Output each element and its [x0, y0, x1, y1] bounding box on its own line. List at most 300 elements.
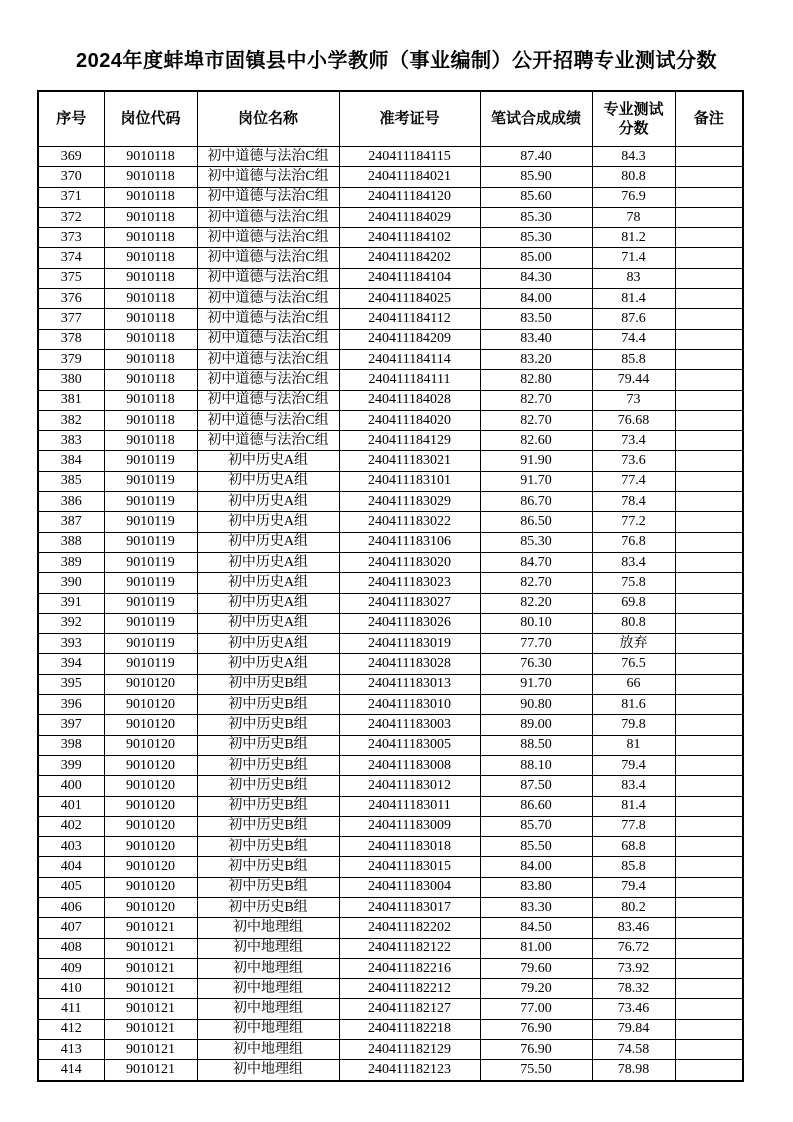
- table-cell: [675, 492, 743, 512]
- table-cell: [675, 755, 743, 775]
- header-position-code: 岗位代码: [104, 91, 197, 147]
- table-cell: 240411183028: [339, 654, 480, 674]
- table-cell: 9010120: [104, 816, 197, 836]
- table-cell: 9010120: [104, 837, 197, 857]
- table-row: [38, 167, 743, 187]
- table-cell: 87.50: [480, 776, 592, 796]
- table-cell: 393: [38, 634, 104, 654]
- table-cell: 240411184025: [339, 289, 480, 309]
- table-cell: [675, 410, 743, 430]
- table-cell: 9010120: [104, 877, 197, 897]
- table-cell: 9010121: [104, 918, 197, 938]
- table-cell: 385: [38, 471, 104, 491]
- table-row: [38, 816, 743, 836]
- table-row: [38, 512, 743, 532]
- table-cell: 81.2: [592, 228, 675, 248]
- table-cell: 76.68: [592, 410, 675, 430]
- table-row: [38, 918, 743, 938]
- table-cell: [675, 634, 743, 654]
- table-cell: 9010121: [104, 958, 197, 978]
- table-cell: 9010121: [104, 999, 197, 1019]
- table-cell: 83.4: [592, 776, 675, 796]
- table-cell: 初中道德与法治C组: [197, 349, 339, 369]
- table-row: [38, 837, 743, 857]
- table-cell: [675, 329, 743, 349]
- table-cell: 397: [38, 715, 104, 735]
- header-exam-ticket-number: 准考证号: [339, 91, 480, 147]
- table-cell: 9010119: [104, 634, 197, 654]
- table-cell: 84.30: [480, 268, 592, 288]
- table-cell: 240411183009: [339, 816, 480, 836]
- table-cell: 78.98: [592, 1060, 675, 1081]
- table-cell: 389: [38, 552, 104, 572]
- table-cell: 9010120: [104, 674, 197, 694]
- table-cell: 395: [38, 674, 104, 694]
- table-cell: 9010120: [104, 695, 197, 715]
- table-cell: 初中地理组: [197, 1040, 339, 1060]
- table-cell: 78.4: [592, 492, 675, 512]
- table-cell: 240411184111: [339, 370, 480, 390]
- table-cell: 83.80: [480, 877, 592, 897]
- table-cell: 379: [38, 349, 104, 369]
- table-cell: [675, 715, 743, 735]
- table-cell: 9010120: [104, 715, 197, 735]
- table-cell: [675, 573, 743, 593]
- table-cell: 240411183013: [339, 674, 480, 694]
- table-cell: 91.70: [480, 674, 592, 694]
- table-cell: 放弃: [592, 634, 675, 654]
- table-cell: 初中历史B组: [197, 877, 339, 897]
- table-cell: 83.20: [480, 349, 592, 369]
- table-cell: 82.20: [480, 593, 592, 613]
- table-cell: 9010120: [104, 897, 197, 917]
- table-cell: 71.4: [592, 248, 675, 268]
- table-cell: 79.20: [480, 979, 592, 999]
- table-cell: 87.6: [592, 309, 675, 329]
- table-row: [38, 735, 743, 755]
- header-row: [38, 91, 743, 147]
- table-cell: 85.50: [480, 837, 592, 857]
- table-cell: 79.84: [592, 1019, 675, 1039]
- table-cell: 78.32: [592, 979, 675, 999]
- table-cell: [675, 552, 743, 572]
- table-cell: 394: [38, 654, 104, 674]
- table-cell: 84.00: [480, 857, 592, 877]
- table-cell: 86.50: [480, 512, 592, 532]
- table-row: [38, 695, 743, 715]
- table-cell: 84.70: [480, 552, 592, 572]
- table-cell: 9010118: [104, 167, 197, 187]
- table-cell: 9010120: [104, 776, 197, 796]
- table-cell: [675, 248, 743, 268]
- table-row: [38, 370, 743, 390]
- table-cell: 80.8: [592, 167, 675, 187]
- table-cell: 68.8: [592, 837, 675, 857]
- table-cell: 382: [38, 410, 104, 430]
- table-cell: 377: [38, 309, 104, 329]
- table-cell: [675, 816, 743, 836]
- table-cell: 91.90: [480, 451, 592, 471]
- table-cell: 401: [38, 796, 104, 816]
- table-cell: 初中地理组: [197, 918, 339, 938]
- table-cell: 240411184112: [339, 309, 480, 329]
- table-cell: 240411184209: [339, 329, 480, 349]
- table-cell: 初中道德与法治C组: [197, 207, 339, 227]
- table-cell: 240411182123: [339, 1060, 480, 1081]
- table-row: [38, 857, 743, 877]
- table-cell: 76.90: [480, 1019, 592, 1039]
- table-cell: 84.3: [592, 147, 675, 167]
- table-cell: 初中历史B组: [197, 674, 339, 694]
- table-cell: 240411184115: [339, 147, 480, 167]
- table-cell: 初中历史B组: [197, 715, 339, 735]
- table-cell: 381: [38, 390, 104, 410]
- table-cell: 240411183027: [339, 593, 480, 613]
- table-cell: 240411184102: [339, 228, 480, 248]
- table-cell: 初中历史B组: [197, 735, 339, 755]
- header-remarks: 备注: [675, 91, 743, 147]
- table-cell: 9010119: [104, 593, 197, 613]
- table-cell: 372: [38, 207, 104, 227]
- table-cell: 412: [38, 1019, 104, 1039]
- table-cell: 9010118: [104, 207, 197, 227]
- table-cell: 66: [592, 674, 675, 694]
- table-cell: 370: [38, 167, 104, 187]
- table-cell: 9010121: [104, 1060, 197, 1081]
- table-cell: 240411183106: [339, 532, 480, 552]
- table-cell: 89.00: [480, 715, 592, 735]
- table-cell: [675, 1019, 743, 1039]
- table-cell: 240411182127: [339, 999, 480, 1019]
- table-cell: [675, 695, 743, 715]
- table-cell: 240411182216: [339, 958, 480, 978]
- table-cell: [675, 289, 743, 309]
- table-cell: 初中道德与法治C组: [197, 410, 339, 430]
- table-cell: 409: [38, 958, 104, 978]
- table-cell: 初中历史B组: [197, 695, 339, 715]
- table-cell: 初中地理组: [197, 999, 339, 1019]
- table-cell: 初中历史A组: [197, 552, 339, 572]
- table-cell: 400: [38, 776, 104, 796]
- table-row: [38, 552, 743, 572]
- table-cell: 240411183026: [339, 613, 480, 633]
- table-cell: 240411183015: [339, 857, 480, 877]
- table-cell: [675, 735, 743, 755]
- table-cell: [675, 613, 743, 633]
- table-cell: 9010118: [104, 410, 197, 430]
- table-cell: 76.30: [480, 654, 592, 674]
- table-cell: 240411184028: [339, 390, 480, 410]
- table-cell: 386: [38, 492, 104, 512]
- score-table: [37, 90, 744, 1082]
- table-cell: 初中地理组: [197, 1060, 339, 1081]
- table-cell: 初中历史A组: [197, 634, 339, 654]
- table-cell: 初中历史A组: [197, 593, 339, 613]
- table-cell: [675, 370, 743, 390]
- table-cell: 240411183010: [339, 695, 480, 715]
- table-cell: 初中道德与法治C组: [197, 268, 339, 288]
- table-cell: 78: [592, 207, 675, 227]
- table-cell: 402: [38, 816, 104, 836]
- table-row: [38, 1040, 743, 1060]
- table-cell: 406: [38, 897, 104, 917]
- table-cell: 9010121: [104, 938, 197, 958]
- table-cell: 初中历史A组: [197, 451, 339, 471]
- table-cell: 9010119: [104, 654, 197, 674]
- table-cell: 69.8: [592, 593, 675, 613]
- table-cell: 85.70: [480, 816, 592, 836]
- table-cell: 77.70: [480, 634, 592, 654]
- table-cell: [675, 532, 743, 552]
- table-cell: 初中地理组: [197, 979, 339, 999]
- table-cell: 9010120: [104, 755, 197, 775]
- table-cell: 399: [38, 755, 104, 775]
- table-cell: 9010118: [104, 268, 197, 288]
- table-cell: 初中道德与法治C组: [197, 370, 339, 390]
- table-row: [38, 532, 743, 552]
- table-cell: 9010118: [104, 289, 197, 309]
- table-cell: 85.30: [480, 207, 592, 227]
- table-cell: 9010121: [104, 979, 197, 999]
- table-cell: 378: [38, 329, 104, 349]
- table-cell: 91.70: [480, 471, 592, 491]
- table-row: [38, 593, 743, 613]
- table-cell: 240411184021: [339, 167, 480, 187]
- table-cell: 9010118: [104, 248, 197, 268]
- table-cell: 240411182218: [339, 1019, 480, 1039]
- table-cell: 404: [38, 857, 104, 877]
- table-cell: 83.4: [592, 552, 675, 572]
- table-cell: 9010119: [104, 471, 197, 491]
- table-cell: 9010119: [104, 552, 197, 572]
- table-cell: 75.50: [480, 1060, 592, 1081]
- header-written-composite-score: 笔试合成成绩: [480, 91, 592, 147]
- table-row: [38, 451, 743, 471]
- table-row: [38, 248, 743, 268]
- table-cell: 387: [38, 512, 104, 532]
- table-cell: 初中历史B组: [197, 776, 339, 796]
- table-cell: [675, 674, 743, 694]
- table-cell: [675, 512, 743, 532]
- table-cell: 240411184129: [339, 431, 480, 451]
- table-cell: 9010119: [104, 512, 197, 532]
- table-row: [38, 634, 743, 654]
- table-row: [38, 796, 743, 816]
- table-cell: 9010120: [104, 735, 197, 755]
- table-cell: 初中历史B组: [197, 796, 339, 816]
- table-cell: 初中道德与法治C组: [197, 309, 339, 329]
- table-cell: 411: [38, 999, 104, 1019]
- table-cell: [675, 187, 743, 207]
- table-row: [38, 573, 743, 593]
- table-cell: 9010119: [104, 492, 197, 512]
- table-cell: 85.30: [480, 228, 592, 248]
- table-cell: [675, 938, 743, 958]
- table-cell: 初中历史B组: [197, 837, 339, 857]
- table-row: [38, 877, 743, 897]
- table-cell: 82.70: [480, 410, 592, 430]
- table-cell: 9010118: [104, 309, 197, 329]
- table-cell: 396: [38, 695, 104, 715]
- table-cell: 87.40: [480, 147, 592, 167]
- table-cell: 240411183021: [339, 451, 480, 471]
- table-cell: [675, 593, 743, 613]
- table-cell: 初中道德与法治C组: [197, 167, 339, 187]
- header-position-name: 岗位名称: [197, 91, 339, 147]
- table-cell: 初中道德与法治C组: [197, 390, 339, 410]
- table-cell: [675, 268, 743, 288]
- table-cell: 240411184020: [339, 410, 480, 430]
- table-cell: 初中道德与法治C组: [197, 228, 339, 248]
- table-cell: [675, 837, 743, 857]
- table-cell: [675, 147, 743, 167]
- table-cell: 初中道德与法治C组: [197, 329, 339, 349]
- table-cell: 86.60: [480, 796, 592, 816]
- table-cell: 371: [38, 187, 104, 207]
- table-cell: 9010120: [104, 857, 197, 877]
- table-cell: 240411184114: [339, 349, 480, 369]
- table-cell: 9010118: [104, 390, 197, 410]
- table-row: [38, 938, 743, 958]
- table-cell: 85.00: [480, 248, 592, 268]
- table-cell: [675, 654, 743, 674]
- table-cell: 88.50: [480, 735, 592, 755]
- table-cell: 73: [592, 390, 675, 410]
- table-cell: [675, 999, 743, 1019]
- table-row: [38, 958, 743, 978]
- table-cell: 83: [592, 268, 675, 288]
- table-cell: 初中历史A组: [197, 471, 339, 491]
- table-cell: 初中历史B组: [197, 897, 339, 917]
- table-cell: [675, 958, 743, 978]
- table-cell: [675, 349, 743, 369]
- table-cell: 240411184104: [339, 268, 480, 288]
- table-cell: 373: [38, 228, 104, 248]
- table-cell: 85.30: [480, 532, 592, 552]
- table-cell: 81.6: [592, 695, 675, 715]
- table-cell: 240411183101: [339, 471, 480, 491]
- table-cell: 初中地理组: [197, 1019, 339, 1039]
- table-cell: 240411183005: [339, 735, 480, 755]
- table-cell: 403: [38, 837, 104, 857]
- table-cell: [675, 857, 743, 877]
- table-cell: 初中历史A组: [197, 512, 339, 532]
- table-row: [38, 390, 743, 410]
- table-cell: 240411183019: [339, 634, 480, 654]
- table-row: [38, 147, 743, 167]
- table-cell: 80.2: [592, 897, 675, 917]
- table-cell: 79.4: [592, 877, 675, 897]
- table-cell: 375: [38, 268, 104, 288]
- table-row: [38, 431, 743, 451]
- table-cell: 81.4: [592, 289, 675, 309]
- table-cell: [675, 390, 743, 410]
- table-cell: 240411183012: [339, 776, 480, 796]
- table-cell: 240411183003: [339, 715, 480, 735]
- table-cell: 76.8: [592, 532, 675, 552]
- table-row: [38, 268, 743, 288]
- table-cell: 81.00: [480, 938, 592, 958]
- table-cell: 73.4: [592, 431, 675, 451]
- table-cell: 374: [38, 248, 104, 268]
- table-cell: 77.00: [480, 999, 592, 1019]
- table-cell: 391: [38, 593, 104, 613]
- table-cell: [675, 167, 743, 187]
- table-cell: 9010120: [104, 796, 197, 816]
- table-cell: [675, 451, 743, 471]
- table-row: [38, 1060, 743, 1081]
- table-cell: 9010118: [104, 349, 197, 369]
- table-row: [38, 654, 743, 674]
- table-cell: 85.60: [480, 187, 592, 207]
- table-cell: 9010121: [104, 1019, 197, 1039]
- table-cell: [675, 1040, 743, 1060]
- table-cell: 80.8: [592, 613, 675, 633]
- table-cell: 76.72: [592, 938, 675, 958]
- table-cell: 240411183004: [339, 877, 480, 897]
- table-cell: 79.4: [592, 755, 675, 775]
- table-cell: 80.10: [480, 613, 592, 633]
- table-cell: [675, 897, 743, 917]
- table-cell: 79.44: [592, 370, 675, 390]
- table-cell: [675, 207, 743, 227]
- table-cell: 85.8: [592, 857, 675, 877]
- table-cell: 86.70: [480, 492, 592, 512]
- table-row: [38, 187, 743, 207]
- table-cell: [675, 1060, 743, 1081]
- table-cell: 240411182212: [339, 979, 480, 999]
- table-row: [38, 410, 743, 430]
- table-cell: 82.60: [480, 431, 592, 451]
- table-cell: 81.4: [592, 796, 675, 816]
- table-cell: 9010119: [104, 613, 197, 633]
- table-row: [38, 674, 743, 694]
- table-cell: [675, 979, 743, 999]
- table-row: [38, 897, 743, 917]
- table-cell: 240411183011: [339, 796, 480, 816]
- table-cell: 414: [38, 1060, 104, 1081]
- table-row: [38, 1019, 743, 1039]
- table-cell: 9010118: [104, 187, 197, 207]
- table-cell: 240411182129: [339, 1040, 480, 1060]
- table-cell: 75.8: [592, 573, 675, 593]
- table-cell: 240411183022: [339, 512, 480, 532]
- table-row: [38, 309, 743, 329]
- table-row: [38, 228, 743, 248]
- table-cell: 9010118: [104, 329, 197, 349]
- table-cell: 77.8: [592, 816, 675, 836]
- table-cell: 初中道德与法治C组: [197, 187, 339, 207]
- table-cell: 407: [38, 918, 104, 938]
- table-cell: 74.4: [592, 329, 675, 349]
- table-cell: 88.10: [480, 755, 592, 775]
- table-cell: 408: [38, 938, 104, 958]
- table-cell: 9010118: [104, 431, 197, 451]
- table-cell: 240411184029: [339, 207, 480, 227]
- table-cell: 82.80: [480, 370, 592, 390]
- table-cell: 84.50: [480, 918, 592, 938]
- table-row: [38, 715, 743, 735]
- table-cell: 83.46: [592, 918, 675, 938]
- table-cell: 388: [38, 532, 104, 552]
- table-cell: 240411182202: [339, 918, 480, 938]
- table-cell: 240411183017: [339, 897, 480, 917]
- table-cell: 初中历史A组: [197, 654, 339, 674]
- table-cell: 240411183020: [339, 552, 480, 572]
- table-cell: 413: [38, 1040, 104, 1060]
- table-cell: 79.8: [592, 715, 675, 735]
- table-row: [38, 471, 743, 491]
